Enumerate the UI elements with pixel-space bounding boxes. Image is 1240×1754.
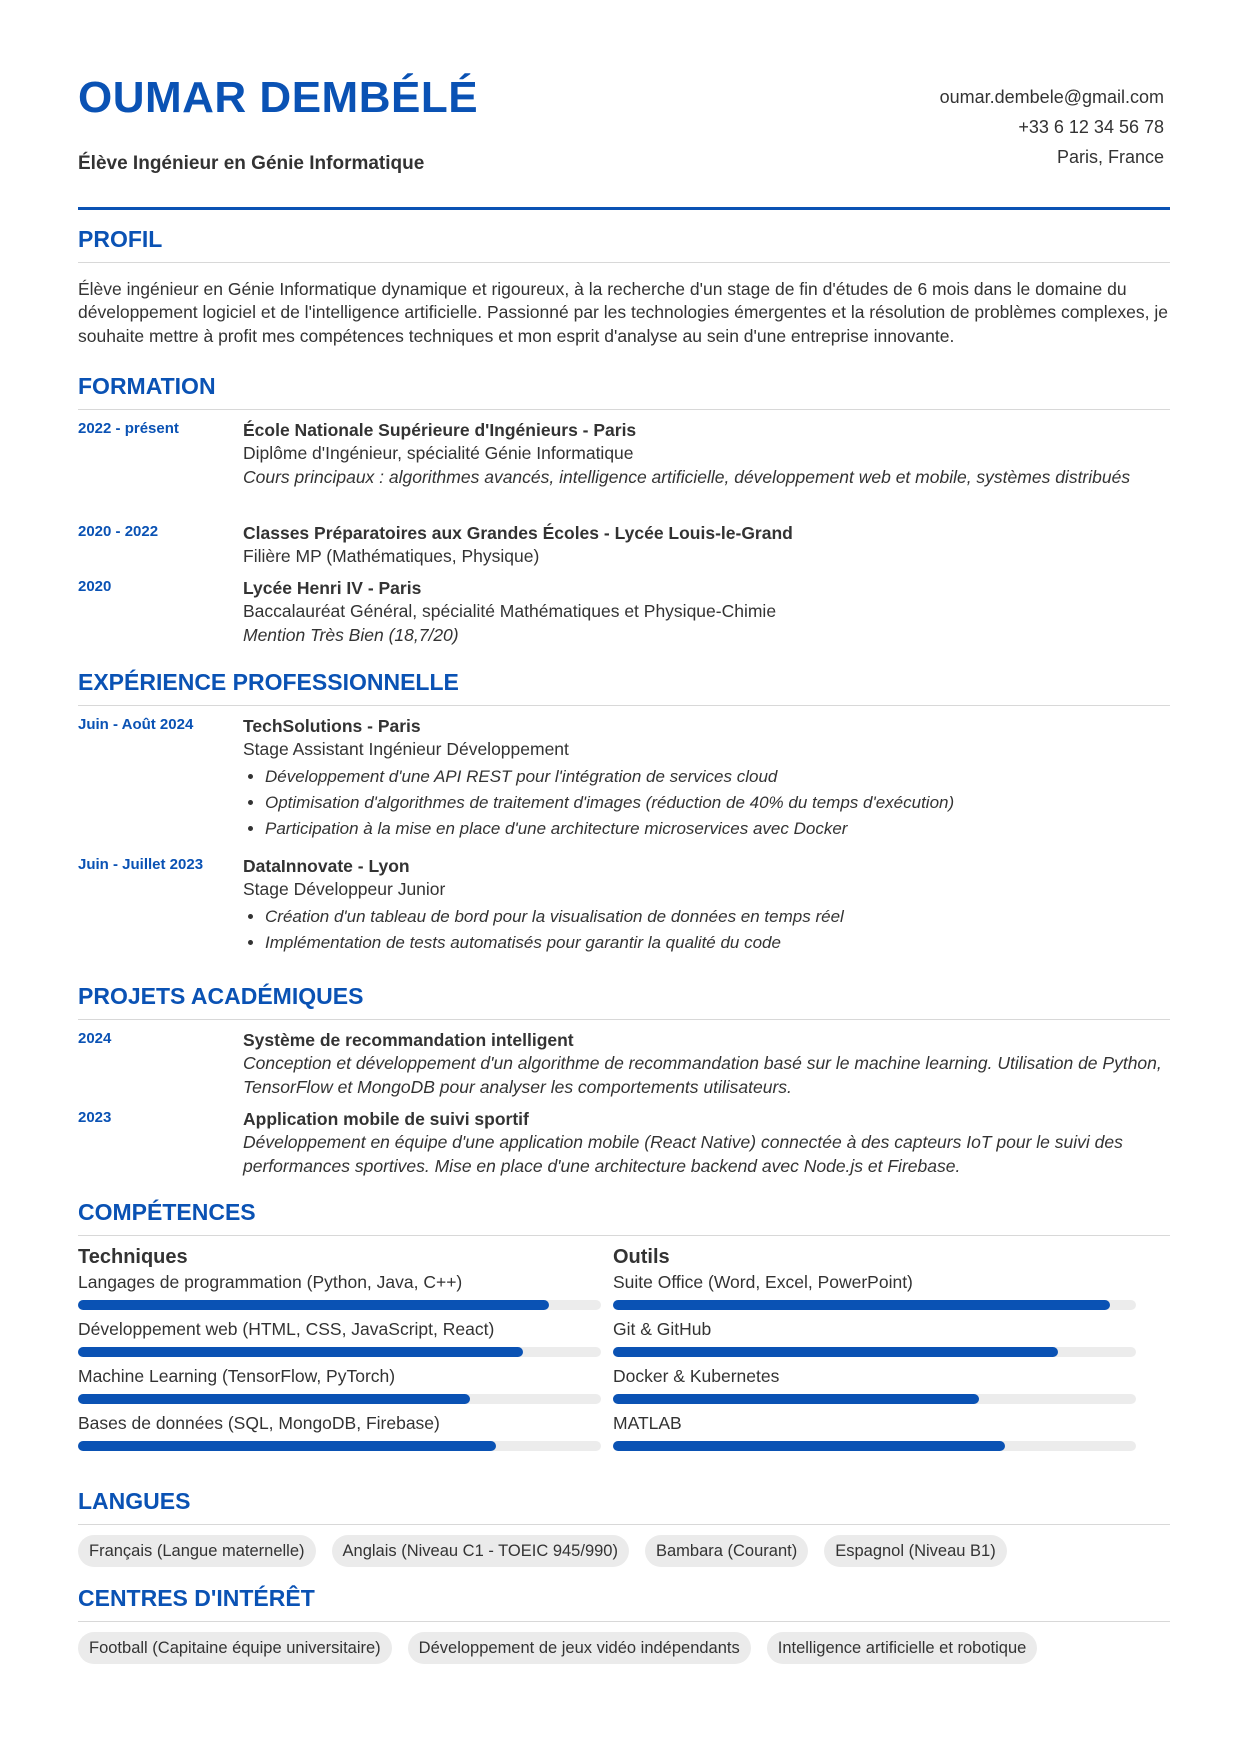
formation-entry — [78, 522, 1170, 577]
skill-bar-fill — [78, 1394, 470, 1404]
entry-bullets — [243, 764, 1170, 842]
section-title-formation: FORMATION — [78, 373, 1170, 410]
entry-organization: Classes Préparatoires aux Grandes Écoles - Lycée Louis-le-Grand — [243, 522, 793, 543]
entry-details: Mention Très Bien (18,7/20) — [243, 624, 459, 645]
candidate-title: Élève Ingénieur en Génie Informatique — [78, 153, 425, 174]
entry-role: Stage Développeur Junior — [243, 879, 446, 900]
bullet-item: • Développement d'une API REST pour l'intégration de services cloud — [265, 764, 1170, 790]
entry-date: 2023 — [78, 1108, 112, 1126]
skill-item — [78, 1411, 601, 1458]
project-entry — [78, 1029, 1170, 1108]
entry-bullets — [243, 904, 1170, 956]
entry-organization: Lycée Henri IV - Paris — [243, 577, 422, 598]
entry-line: Filière MP (Mathématiques, Physique) — [243, 546, 540, 567]
project-entry — [78, 1108, 1170, 1187]
skills-heading-techniques: Techniques — [78, 1245, 188, 1268]
skills-outils — [613, 1244, 1136, 1458]
skill-bar-fill — [613, 1347, 1058, 1357]
section-interets — [78, 1585, 1170, 1664]
section-projets — [78, 983, 1170, 1187]
skill-label: Suite Office (Word, Excel, PowerPoint) — [613, 1271, 913, 1292]
entry-date: 2020 — [78, 577, 112, 595]
skill-bar-track — [613, 1300, 1136, 1310]
section-title-competences: COMPÉTENCES — [78, 1199, 1170, 1236]
skills-techniques — [78, 1244, 601, 1458]
skill-bar-track — [613, 1394, 1136, 1404]
contact-email[interactable]: oumar.dembele@gmail.com — [939, 87, 1164, 107]
section-experience — [78, 669, 1170, 965]
bullet-item: • Optimisation d'algorithmes de traitement d'images (réduction de 40% du temps d'exécution) — [265, 790, 1170, 816]
entry-line: Baccalauréat Général, spécialité Mathématiques et Physique-Chimie — [243, 601, 777, 622]
section-title-projets: PROJETS ACADÉMIQUES — [78, 983, 1170, 1020]
skill-label: Développement web (HTML, CSS, JavaScript, React) — [78, 1318, 495, 1339]
experience-entry — [78, 855, 1170, 965]
project-description: Développement en équipe d'une application mobile (React Native) connectée à des capteurs IoT pour le suivi des performances sportives. Mise en place d'une architecture backend avec Node.js et Firebase. — [243, 1132, 1123, 1176]
skill-bar-fill — [78, 1347, 523, 1357]
skill-item — [78, 1317, 601, 1364]
skill-label: MATLAB — [613, 1412, 682, 1433]
bullet-item: • Participation à la mise en place d'une architecture microservices avec Docker — [265, 816, 1170, 842]
project-description: Conception et développement d'un algorithme de recommandation basé sur le machine learning. Utilisation de Python, TensorFlow et MongoDB pour analyser les comportements utilisateurs. — [243, 1053, 1162, 1097]
skill-bar-fill — [613, 1394, 979, 1404]
entry-date: 2020 - 2022 — [78, 522, 159, 540]
skill-bar-track — [78, 1394, 601, 1404]
section-title-experience: EXPÉRIENCE PROFESSIONNELLE — [78, 669, 1170, 706]
entry-date: 2022 - présent — [78, 419, 179, 437]
skill-label: Bases de données (SQL, MongoDB, Firebase) — [78, 1412, 440, 1433]
entry-details: Cours principaux : algorithmes avancés, intelligence artificielle, développement web et mobile, systèmes distribués — [243, 466, 1131, 487]
entry-organization: TechSolutions - Paris — [243, 715, 421, 736]
skill-label: Docker & Kubernetes — [613, 1365, 780, 1386]
section-title-profil: PROFIL — [78, 226, 1170, 263]
skills-heading-outils: Outils — [613, 1245, 670, 1268]
projets-list — [78, 1029, 1170, 1187]
entry-organization: DataInnovate - Lyon — [243, 855, 410, 876]
section-profil — [78, 226, 1170, 348]
entry-date: 2024 — [78, 1029, 112, 1047]
resume-header — [78, 0, 1170, 212]
entry-date: Juin - Août 2024 — [78, 715, 194, 733]
section-competences — [78, 1199, 1170, 1474]
skill-bar-track — [613, 1441, 1136, 1451]
bullet-item: • Création d'un tableau de bord pour la visualisation de données en temps réel — [265, 904, 1170, 930]
skill-bar-fill — [613, 1441, 1005, 1451]
contact-block — [940, 86, 1164, 176]
header-divider — [78, 207, 1170, 210]
skills-columns — [78, 1244, 1170, 1474]
skill-bar-track — [78, 1441, 601, 1451]
formation-entry — [78, 419, 1170, 522]
entry-line: Diplôme d'Ingénieur, spécialité Génie Informatique — [243, 443, 634, 464]
section-formation — [78, 373, 1170, 652]
skill-bar-fill — [613, 1300, 1110, 1310]
skill-label: Langages de programmation (Python, Java, C++) — [78, 1271, 463, 1292]
project-title: Système de recommandation intelligent — [243, 1029, 574, 1050]
language-tag: Espagnol (Niveau B1) — [824, 1535, 1007, 1567]
section-title-langues: LANGUES — [78, 1488, 1170, 1525]
contact-phone[interactable]: +33 6 12 34 56 78 — [1018, 117, 1164, 137]
langues-tags — [78, 1535, 1170, 1567]
interest-tag: Développement de jeux vidéo indépendants — [408, 1632, 751, 1664]
experience-entry — [78, 715, 1170, 855]
skill-item — [78, 1270, 601, 1317]
skill-bar-track — [613, 1347, 1136, 1357]
language-tag: Français (Langue maternelle) — [78, 1535, 316, 1567]
section-title-interets: CENTRES D'INTÉRÊT — [78, 1585, 1170, 1622]
skill-label: Git & GitHub — [613, 1318, 712, 1339]
skill-bar-fill — [78, 1441, 496, 1451]
resume-content — [78, 0, 1170, 1657]
contact-location: Paris, France — [1056, 147, 1164, 167]
skill-item — [613, 1411, 1136, 1458]
project-title: Application mobile de suivi sportif — [243, 1108, 529, 1129]
skill-bar-track — [78, 1347, 601, 1357]
skill-item — [613, 1317, 1136, 1364]
interets-tags — [78, 1632, 1170, 1664]
experience-list — [78, 715, 1170, 965]
language-tag: Bambara (Courant) — [645, 1535, 808, 1567]
section-langues — [78, 1488, 1170, 1567]
interest-tag: Intelligence artificielle et robotique — [767, 1632, 1038, 1664]
entry-date: Juin - Juillet 2023 — [78, 855, 204, 873]
skill-bar-fill — [78, 1300, 549, 1310]
skill-bar-track — [78, 1300, 601, 1310]
skill-label: Machine Learning (TensorFlow, PyTorch) — [78, 1365, 396, 1386]
bullet-item: • Implémentation de tests automatisés pour garantir la qualité du code — [265, 930, 1170, 956]
skill-item — [613, 1270, 1136, 1317]
entry-role: Stage Assistant Ingénieur Développement — [243, 739, 569, 760]
language-tag: Anglais (Niveau C1 - TOEIC 945/990) — [332, 1535, 629, 1567]
formation-list — [78, 419, 1170, 652]
profil-text: Élève ingénieur en Génie Informatique dynamique et rigoureux, à la recherche d'un stage de fin d'études de 6 mois dans le domaine du développement logiciel et de l'intelligence artificielle. Passionné par les technologies émergentes et la résolution de problèmes complexes, je souhaite mettre à profit mes compétences techniques et mon esprit d'analyse au sein d'une entreprise innovante. — [78, 278, 1168, 346]
candidate-name: OUMAR DEMBÉLÉ — [78, 73, 479, 122]
formation-entry — [78, 577, 1170, 652]
entry-organization: École Nationale Supérieure d'Ingénieurs - Paris — [243, 419, 637, 440]
skill-item — [78, 1364, 601, 1411]
skill-item — [613, 1364, 1136, 1411]
interest-tag: Football (Capitaine équipe universitaire) — [78, 1632, 392, 1664]
